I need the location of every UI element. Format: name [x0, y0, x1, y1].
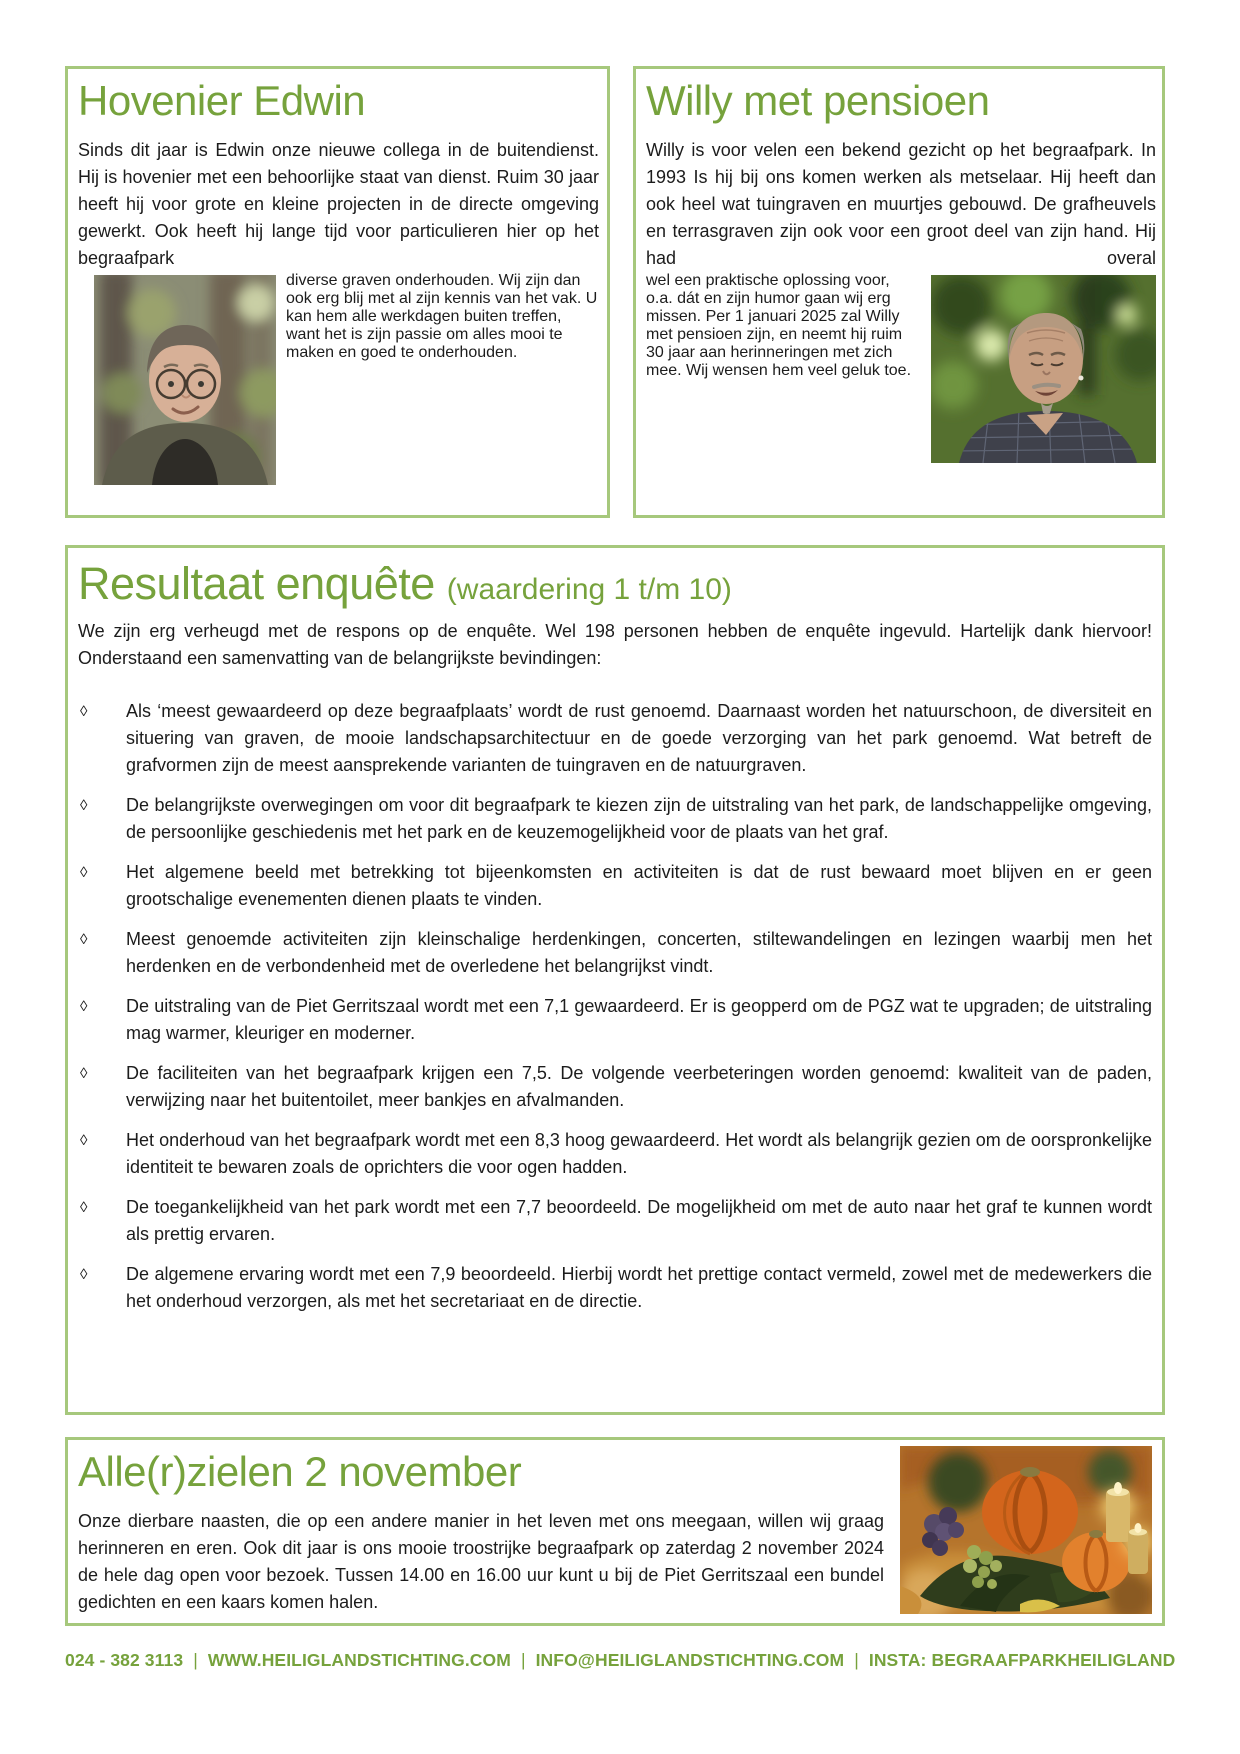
footer-separator: |: [854, 1650, 859, 1670]
edwin-title: Hovenier Edwin: [78, 77, 366, 124]
willy-title: Willy met pensioen: [646, 77, 990, 124]
article-willy: [633, 66, 1165, 518]
allerzielen-photo: [900, 1446, 1152, 1614]
footer-email: INFO@HEILIGLANDSTICHTING.COM: [535, 1650, 845, 1670]
article-allerzielen: [65, 1437, 1165, 1626]
bullet-item: [78, 1060, 1152, 1114]
article-edwin: [65, 66, 610, 518]
survey-title-main: Resultaat enquête: [78, 558, 435, 609]
diamond-bullet-icon: ◊: [80, 930, 88, 948]
edwin-photo: [94, 275, 276, 485]
bullet-item: [78, 698, 1152, 779]
diamond-bullet-icon: ◊: [80, 796, 88, 814]
bullet-text: Het onderhoud van het begraafpark wordt met een 8,3 hoog gewaardeerd. Het wordt als belangrijk gezien om de oorspronkelijke identiteit te bewaren zoals de oprichters die voor ogen hadden.: [126, 1129, 1152, 1177]
bullet-item: [78, 926, 1152, 980]
bullet-item: [78, 1127, 1152, 1181]
bullet-text: De toegankelijkheid van het park wordt met een 7,7 beoordeeld. De mogelijkheid om met de auto naar het graf te kunnen wordt als prettig ervaren.: [126, 1196, 1152, 1244]
willy-photo-illustration: [931, 275, 1156, 463]
survey-title: [78, 558, 1152, 610]
diamond-bullet-icon: ◊: [80, 863, 88, 881]
allerzielen-paragraph: Onze dierbare naasten, die op een andere manier in het leven met ons meegaan, willen wij graag herinneren en eren. Ook dit jaar is ons mooie troostrijke begraafpark op zaterdag 2 november 2024 de hele dag open voor bezoek. Tussen 14.00 en 16.00 uur kunt u bij de Piet Gerritszaal een bundel gedichten en een kaars komen halen.: [78, 1511, 884, 1613]
footer-separator: |: [520, 1650, 526, 1670]
willy-paragraph-2-text: wel een praktische oplossing voor, o.a. dát en zijn humor gaan wij erg missen. Per 1 januari 2025 zal Willy met pensioen zijn, en neemt hij ruim 30 jaar aan herinneringen met zich mee. Wij wensen hem veel geluk toe.: [646, 272, 912, 380]
edwin-paragraph-1: Sinds dit jaar is Edwin onze nieuwe collega in de buitendienst. Hij is hovenier met een behoorlijke staat van dienst. Ruim 30 jaar heeft hij voor grote en kleine projecten in de directe omgeving gewerkt. Ook heeft hij lange tijd voor particulieren hier op het begraafpark: [78, 140, 599, 269]
willy-photo: [931, 275, 1156, 463]
diamond-bullet-icon: ◊: [80, 1265, 88, 1283]
footer-separator: |: [193, 1650, 198, 1670]
diamond-bullet-icon: ◊: [80, 997, 88, 1015]
bullet-item: [78, 1194, 1152, 1248]
diamond-bullet-icon: ◊: [80, 702, 88, 720]
bullet-item: [78, 1261, 1152, 1315]
bullet-text: De algemene ervaring wordt met een 7,9 beoordeeld. Hierbij wordt het prettige contact vermeld, zowel met de medewerkers die het onderhoud verzorgen, als met het secretariaat en de directie.: [126, 1263, 1152, 1311]
edwin-paragraph-2-text: diverse graven onderhouden. Wij zijn dan ook erg blij met al zijn kennis van het vak. U kan hem alle werkdagen buiten treffen, want het is zijn passie om alles mooi te maken en goed te onderhouden.: [286, 272, 598, 362]
footer-phone: 024 - 382 3113: [65, 1650, 184, 1670]
allerzielen-title: Alle(r)zielen 2 november: [78, 1448, 522, 1495]
bullet-item: [78, 993, 1152, 1047]
survey-bullet-list: [78, 698, 1152, 1315]
contact-footer: [65, 1650, 1176, 1671]
willy-paragraph-1: Willy is voor velen een bekend gezicht op het begraafpark. In 1993 Is hij bij ons komen werken als metselaar. Hij heeft dan ook heel wat tuingraven en muurtjes gebouwd. De grafheuvels en terrasgraven zijn ook voor een groot deel van zijn hand. Hij had overal: [646, 140, 1156, 269]
diamond-bullet-icon: ◊: [80, 1198, 88, 1216]
bullet-item: [78, 859, 1152, 913]
bullet-text: De faciliteiten van het begraafpark krijgen een 7,5. De volgende veerbeteringen worden genoemd: kwaliteit van de paden, verwijzing naar het buitentoilet, meer bankjes en afvalmanden.: [126, 1062, 1152, 1110]
footer-instagram: INSTA: BEGRAAFPARKHEILIGLAND: [868, 1650, 1176, 1670]
bullet-text: Meest genoemde activiteiten zijn kleinschalige herdenkingen, concerten, stiltewandelingen en lezingen waarbij men het herdenken en de verbondenheid met de overledene het belangrijkst vindt.: [126, 928, 1152, 976]
survey-title-subtitle: (waardering 1 t/m 10): [446, 573, 732, 606]
diamond-bullet-icon: ◊: [80, 1131, 88, 1149]
survey-intro: We zijn erg verheugd met de respons op de enquête. Wel 198 personen hebben de enquête ingevuld. Hartelijk dank hiervoor! Onderstaand een samenvatting van de belangrijkste bevindingen:: [78, 620, 1152, 668]
bullet-text: De belangrijkste overwegingen om voor dit begraafpark te kiezen zijn de uitstraling van het park, de landschappelijke omgeving, de persoonlijke geschiedenis met het park en de keuzemogelijkheid voor de plaats van het graf.: [126, 794, 1152, 842]
allerzielen-photo-illustration: [900, 1446, 1152, 1614]
diamond-bullet-icon: ◊: [80, 1064, 88, 1082]
bullet-text: Als ‘meest gewaardeerd op deze begraafplaats’ wordt de rust genoemd. Daarnaast worden het natuurschoon, de diversiteit en situering van graven, de mooie landschapsarchitectuur en de goede verzorging van het park genoemd. Wat betreft de grafvormen zijn de meest aansprekende varianten de tuingraven en de natuurgraven.: [126, 700, 1152, 775]
edwin-photo-illustration: [94, 275, 276, 485]
bullet-text: De uitstraling van de Piet Gerritszaal wordt met een 7,1 gewaardeerd. Er is geopperd om de PGZ wat te upgraden; de uitstraling mag warmer, kleuriger en moderner.: [126, 995, 1152, 1043]
bullet-text: Het algemene beeld met betrekking tot bijeenkomsten en activiteiten is dat de rust bewaard moet blijven en er geen grootschalige evenementen dienen plaats te vinden.: [126, 861, 1152, 909]
bullet-item: [78, 792, 1152, 846]
article-survey: [65, 545, 1165, 1415]
footer-website: WWW.HEILIGLANDSTICHTING.COM: [207, 1650, 511, 1670]
